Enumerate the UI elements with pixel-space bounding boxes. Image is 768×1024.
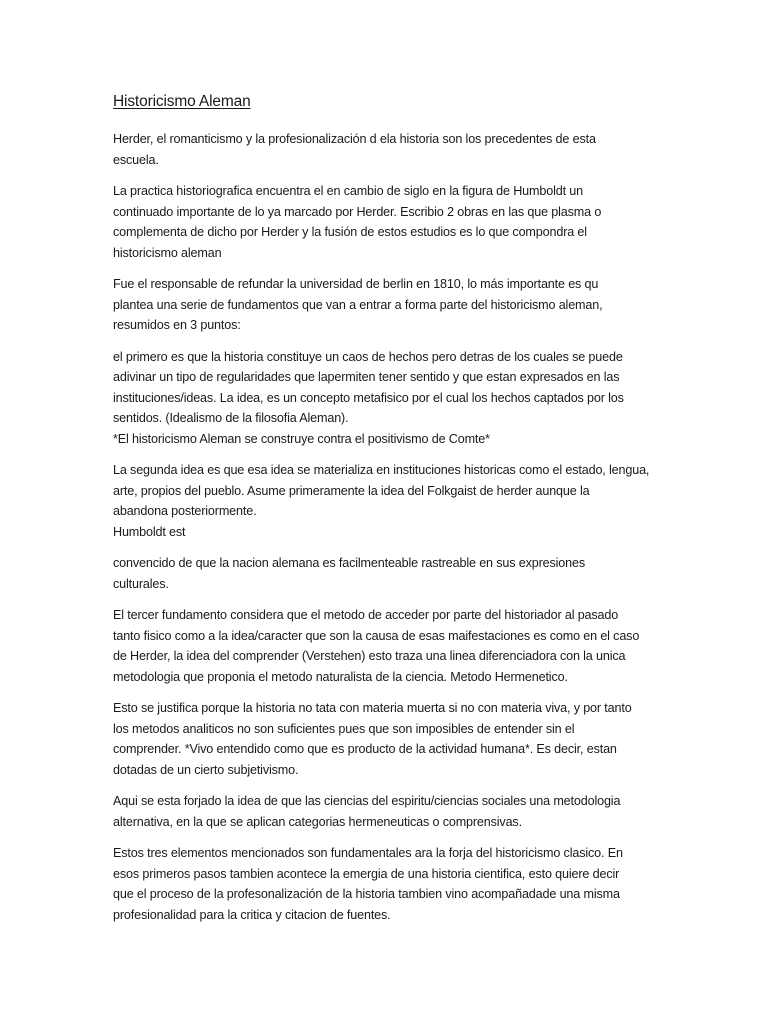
text-line: Fue el responsable de refundar la universidad de berlin en 1810, lo más importante es qu xyxy=(113,277,599,291)
paragraph-ciencias-espiritu xyxy=(113,791,653,832)
text-line: adivinar un tipo de regularidades que lapermiten tener sentido y que estan expresados en las xyxy=(113,370,620,384)
text-line: instituciones/ideas. La idea, es un concepto metafisico por el cual los hechos captados por los xyxy=(113,390,624,405)
text-line: que el proceso de la profesonalización de la historia tambien vino acompañadade una misma xyxy=(113,887,620,901)
text-line: complementa de dicho por Herder y la fusión de estos estudios es lo que compondra el xyxy=(113,225,587,239)
text-line: Estos tres elementos mencionados son fundamentales ara la forja del historicismo clasico. En xyxy=(113,846,623,860)
text-line: metodologia que proponia el metodo naturalista de la ciencia. Metodo Hermenetico. xyxy=(113,669,568,684)
text-line: continuado importante de lo ya marcado por Herder. Escribio 2 obras en las que plasma o xyxy=(113,204,602,219)
paragraph-tercer-fundamento xyxy=(113,605,653,687)
text-line: plantea una serie de fundamentos que van a entrar a forma parte del historicismo aleman, xyxy=(113,297,603,312)
text-line: alternativa, en la que se aplican categorias hermeneuticas o comprensivas. xyxy=(113,814,522,829)
text-line: Humboldt est xyxy=(113,524,186,539)
text-line: El tercer fundamento considera que el metodo de acceder por parte del historiador al pasado xyxy=(113,608,619,622)
paragraph-universidad xyxy=(113,274,653,336)
text-line: resumidos en 3 puntos: xyxy=(113,318,241,332)
text-line: tanto fisico como a la idea/caracter que son la causa de esas maifestaciones es como en el caso xyxy=(113,628,640,643)
paragraph-humboldt xyxy=(113,181,653,263)
text-line: sentidos. (Idealismo de la filosofia Aleman). xyxy=(113,411,349,425)
paragraph-precedentes xyxy=(113,129,653,170)
text-line: dotadas de un cierto subjetivismo. xyxy=(113,762,299,777)
text-line: los metodos analiticos no son suficientes pues que son imposibles de entender sin el xyxy=(113,721,575,736)
text-line: La practica historiografica encuentra el en cambio de siglo en la figura de Humboldt un xyxy=(113,184,583,198)
document-page xyxy=(113,92,653,936)
text-line: abandona posteriormente. xyxy=(113,504,257,518)
text-line: Aqui se esta forjado la idea de que las ciencias del espiritu/ciencias sociales una metodologia xyxy=(113,794,621,808)
text-line: culturales. xyxy=(113,576,169,591)
text-line: La segunda idea es que esa idea se materializa en instituciones historicas como el estado, lengua, xyxy=(113,463,650,477)
paragraph-conclusion xyxy=(113,843,653,925)
paragraph-segunda-idea xyxy=(113,460,653,542)
text-line: profesionalidad para la critica y citacion de fuentes. xyxy=(113,907,391,922)
text-line: arte, propios del pueblo. Asume primeramente la idea del Folkgaist de herder aunque la xyxy=(113,483,590,498)
text-line: el primero es que la historia constituye un caos de hechos pero detras de los cuales se puede xyxy=(113,349,623,364)
text-line: de Herder, la idea del comprender (Verstehen) esto traza una linea diferenciadora con la unica xyxy=(113,649,626,663)
document-title: Historicismo Aleman xyxy=(113,93,251,110)
paragraph-nacion-alemana xyxy=(113,553,653,594)
text-line: comprender. *Vivo entendido como que es producto de la actividad humana*. Es decir, estan xyxy=(113,742,617,756)
text-line: convencido de que la nacion alemana es facilmenteable rastreable en sus expresiones xyxy=(113,556,586,570)
text-line: historicismo aleman xyxy=(113,245,222,260)
text-line: Esto se justifica porque la historia no tata con materia muerta si no con materia viva, y por tanto xyxy=(113,701,632,715)
paragraph-primera-idea xyxy=(113,347,653,450)
text-line: Herder, el romanticismo y la profesionalización d ela historia son los precedentes de esta xyxy=(113,132,596,146)
paragraph-justificacion xyxy=(113,698,653,780)
text-line: esos primeros pasos tambien acontece la emergia de una historia cientifica, esto quiere decir xyxy=(113,866,620,881)
text-line: *El historicismo Aleman se construye contra el positivismo de Comte* xyxy=(113,431,490,446)
text-line: escuela. xyxy=(113,152,159,167)
